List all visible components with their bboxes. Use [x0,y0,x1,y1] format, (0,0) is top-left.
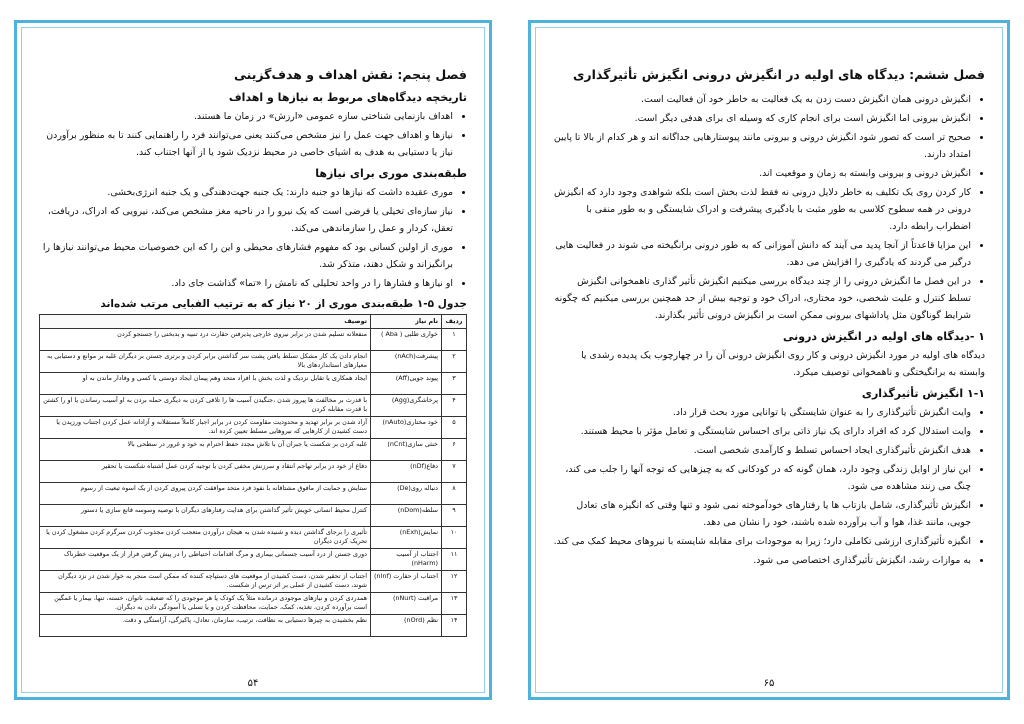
effectance-section-title: ۱-۱ انگیزش تأثیرگذاری [861,387,985,400]
table-body [40,329,467,637]
need-name-cell: نمایش(nExh) [371,527,442,549]
page-number-right: ۶۵ [763,678,775,689]
description-cell: منفعلانه تسلیم شدن در برابر نیروی خارجی پذیرفتن حقارت درد تنبیه و بدبختی را جستجو کردن [40,329,371,351]
history-bullet: • نیازها و اهداف جهت عمل را نیز مشخص می‌کنند یعنی می‌توانند فرد را راهنمایی کنند تا به منظور برآوردن نیاز یا دستیابی به هدف به اشیای خاصی در محیط نزدیک شود یا از آنها اجتناب کند. [39,127,453,161]
need-name-cell: سلطه(nDom) [371,505,442,527]
murray-needs-table [39,314,467,637]
intro-bullet: • انگیزش بیرونی اما انگیزش است برای انجام کاری که وسیله ای برای هدفی دیگر است. [553,110,971,127]
page-number-left: ۵۴ [247,678,259,689]
left-page [14,20,492,700]
row-number-cell: ۱۰ [442,527,467,549]
need-name-cell: خواری طلبی ( Aba ) [371,329,442,351]
need-name-cell: پیوند جویی(Aff) [371,373,442,395]
table-header-row [40,315,467,329]
left-page-content [39,67,467,669]
intro-bullet: • صحیح تر است که تصور شود انگیزش درونی و بیرونی مانند پیوستارهایی جداگانه اند و هر کدام از بالا تا پایین امتداد دارند. [553,129,971,163]
row-number-cell: ۴ [442,395,467,417]
need-name-cell: دفاع(nDf) [371,461,442,483]
table-row [40,461,467,483]
need-name-cell: اجتناب از حقارت (nInf) [371,571,442,593]
intro-bullet: • در این فصل ما انگیزش درونی را از چند دیدگاه بررسی میکنیم انگیزش تأثیر گذاری ناهمخوانی انگیزش تسلط کنترل و علیت شخصی، خود مختاری، ادراک خود و توجیه بیش از حد همچنین بررسی میکنیم که چگونه شرایط گوناگون مثل پاداشهای بیرونی ممکن است بر انگیزش درونی تأثیر بگذارند. [553,273,971,324]
murray-bullet-list [39,184,467,292]
table-row [40,571,467,593]
effectance-bullet: • وایت استدلال کرد که افراد دارای یک نیاز ذاتی برای احساس شایستگی و تعامل مؤثر با محیط هستند. [553,423,971,440]
description-cell: تأثیری را برجای گذاشتن دیده و شنیده شدن به هیجان درآوردن متعجب کردن مجذوب کردن سرگرم کردن مشغول کردن یا تحریک کردن دیگران [40,527,371,549]
table-row [40,417,467,439]
description-cell: غلبه کردن بر شکست یا جبران آن با تلاش مجدد حفظ احترام به خود و غرور در سطحی بالا [40,439,371,461]
table-row [40,615,467,637]
row-number-cell: ۵ [442,417,467,439]
row-number-cell: ۸ [442,483,467,505]
effectance-bullet-list [553,404,985,569]
description-cell: دفاع از خود در برابر تهاجم انتقاد و سرزنش مخفی کردن یا توجیه کردن عمل اشتباه شکست یا تحقیر [40,461,371,483]
history-section-title: تاریخچه دیدگاه‌های مربوط به نیازها و اهداف [228,91,467,104]
murray-section-title: طبقه‌بندی موری برای نیازها [315,167,467,180]
history-bullet: • اهداف بازنمایی شناختی سازه عمومی «ارزش» در زمان ما هستند. [39,108,453,125]
description-cell: نظم بخشیدن به چیزها دستیابی به نظافت، ترتیب، سازمان، تعادل، پاکیزگی، آراستگی و دقت. [40,615,371,637]
table-row [40,505,467,527]
header-row-no: ردیف [442,315,467,329]
row-number-cell: ۲ [442,351,467,373]
table-row [40,593,467,615]
chapter-5-title: فصل پنجم: نقش اهداف و هدف‌گزینی [233,67,467,82]
effectance-bullet: • هدف انگیزش تأثیرگذاری ایجاد احساس تسلط و کارآمدی شخصی است. [553,442,971,459]
header-description: توصیف [40,315,371,329]
table-row [40,483,467,505]
effectance-bullet: • به موازات رشد، انگیزش تأثیرگذاری اختصاصی می شود. [553,552,971,569]
description-cell: کنترل محیط انسانی خویش تأثیر گذاشتن برای هدایت رفتارهای دیگران با توصیه وسوسه قانع سازی یا دستور [40,505,371,527]
need-name-cell: پرخاشگری(Agg) [371,395,442,417]
need-name-cell: خنثی سازی(nCnt) [371,439,442,461]
description-cell: دوری جستن از درد آسیب جسمانی بیماری و مرگ اقدامات احتیاطی را در پیش گرفتن فرار از یک موقعیت خطرناک [40,549,371,571]
table-row [40,549,467,571]
right-page [528,20,1010,700]
description-cell: آزاد شدن بر برابر تهدید و محدودیت مقاومت کردن در برابر اجبار کاملاً مستقلانه و آزادانه عمل کردن اجتناب ورزیدن یا دست کشیدن از کارهایی که نیروهایی مسلط تعیین کرده اند. [40,417,371,439]
row-number-cell: ۱ [442,329,467,351]
description-cell: اجتناب از تحقیر شدن، دست کشیدن از موقعیت های دستپاچه کننده که ممکن است منجر به خوار شدن در نزد دیگران شوند، دست کشیدن از عملی بر اثر ترس از شکست. [40,571,371,593]
need-name-cell: مراقبت (nNurt) [371,593,442,615]
row-number-cell: ۱۲ [442,571,467,593]
description-cell: ستایش و حمایت از مافوق مشتاقانه با نفوذ فرد متحد موافقت کردن پیروی کردن از یک اسوه تبعیت از رسوم [40,483,371,505]
table-row [40,395,467,417]
right-page-content [553,67,985,669]
description-cell: ایجاد همکاری یا تقابل نزدیک و لذت بخش با افراد متحد وهم پیمان ایجاد دوستی با کسی و وفادار ماندن به او [40,373,371,395]
table-row [40,351,467,373]
chapter-6-title: فصل ششم: دیدگاه های اولیه در انگیزش درونی انگیزش تأثیرگذاری [572,67,985,82]
intro-bullet: • کار کردن روی یک تکلیف به خاطر دلایل درونی نه فقط لذت بخش است بلکه شواهدی وجود دارد که انگیزش درونی در همه سطوح کلاسی به طور مثبت با یادگیری پیشرفت و ادراک شایستگی و به طور منفی با اضطراب رابطه دارد. [553,184,971,235]
need-name-cell: دنباله روی(De) [371,483,442,505]
description-cell: همدردی کردن و نیازهای موجودی درمانده مثلاً یک کودک یا هر موجودی را که ضعیف، ناتوان، خسته، تنها، بیمار یا غمگین است برآورده کردن، تغذیه، کمک، حمایت، محافظت کردن و یا تسلی یا آسودگی دادن به دیگران. [40,593,371,615]
need-name-cell: خود مختاری(nAuto) [371,417,442,439]
early-views-section-title: ۱ -دیدگاه های اولیه در انگیزش درونی [782,330,985,343]
effectance-bullet: • انگیزش تأثیرگذاری، شامل بازتاب ها یا رفتارهای خودآموخته نمی شود و تنها وقتی که انگیزه های تعادل جویی، مانند غذا، هوا و آب برآورده شده باشند، خود را نشان می دهد. [553,497,971,531]
description-cell: انجام دادن یک کار مشکل تسلط یافتن پشت سر گذاشتن برابر کردن و برتری جستن بر دیگران غلبه بر موانع و دستیابی به معیارهای استانداردهای بالا [40,351,371,373]
murray-bullet: • موری از اولین کسانی بود که مفهوم فشارهای محیطی و این را که این خصوصیات محیط می‌توانند نیازها را برانگیزاند و شکل دهند، متذکر شد. [39,239,453,273]
table-row [40,373,467,395]
description-cell: با قدرت بر مخالفت ها پیروز شدن ،جنگیدن آسیب ها را تلافی کردن به دیگری حمله بردن به او آسیب رساندن یا او را کشتن با قدرت مقابله کردن [40,395,371,417]
row-number-cell: ۱۳ [442,593,467,615]
row-number-cell: ۳ [442,373,467,395]
effectance-bullet: • انگیزه تأثیرگذاری ارزشی تکاملی دارد؛ زیرا به موجودات برای مقابله شایسته با نیروهای محیط کمک می کند. [553,533,971,550]
table-row [40,439,467,461]
effectance-bullet: • این نیاز از اوایل زندگی وجود دارد، همان گونه که در کودکانی که به چیزهایی که توجه آنها را جلب می کند، چنگ می زنند مشاهده می شود. [553,461,971,495]
need-name-cell: پیشرفت(nAch) [371,351,442,373]
history-bullet-list [39,108,467,161]
row-number-cell: ۱۴ [442,615,467,637]
row-number-cell: ۱۱ [442,549,467,571]
table-title: جدول ۵-۱ طبقه‌بندی موری از ۲۰ نیاز که به ترتیب الفبایی مرتب شده‌اند [100,298,467,310]
header-need-name: نام نیاز [371,315,442,329]
murray-bullet: • موری عقیده داشت که نیازها دو جنبه دارند: یک جنبه جهت‌دهندگی و یک جنبه انرژی‌بخشی. [39,184,453,201]
table-row [40,329,467,351]
row-number-cell: ۶ [442,439,467,461]
intro-bullet: • انگیزش درونی همان انگیزش دست زدن به یک فعالیت به خاطر خود آن فعالیت است. [553,91,971,108]
need-name-cell: نظم (nOrd) [371,615,442,637]
early-views-paragraph: دیدگاه های اولیه در مورد انگیزش درونی و کار روی انگیزش درونی آن را در چهارچوب یک پدیده رشدی یا وابسته به برانگیختگی و ناهمخوانی توصیف میکرد. [581,350,985,378]
effectance-bullet: • وایت انگیزش تأثیرگذاری را به عنوان شایستگی یا توانایی مورد بحث قرار داد. [553,404,971,421]
murray-bullet: • او نیازها و فشارها را در واحد تحلیلی که نامش را «تما» گذاشت جای داد. [39,275,453,292]
intro-bullet-list [553,91,985,324]
murray-bullet: • نیاز سازه‌ای تخیلی یا فرضی است که یک نیرو را در ناحیه مغز مشخص می‌کند، نیرویی که ادراک، دریافت، تعقل، کردار و عمل را سازماندهی می‌کند. [39,203,453,237]
row-number-cell: ۷ [442,461,467,483]
intro-bullet: • این مزایا قاعدتاً از آنجا پدید می آیند که دانش آموزانی که به طور درونی برانگیخته می شوند در فعالیت هایی درگیر می گردند که یادگیری را افزایش می دهد. [553,237,971,271]
need-name-cell: اجتناب از آسیب (nHarm) [371,549,442,571]
intro-bullet: • انگیزش درونی و بیرونی وابسته به زمان و موقعیت اند. [553,165,971,182]
row-number-cell: ۹ [442,505,467,527]
table-row [40,527,467,549]
